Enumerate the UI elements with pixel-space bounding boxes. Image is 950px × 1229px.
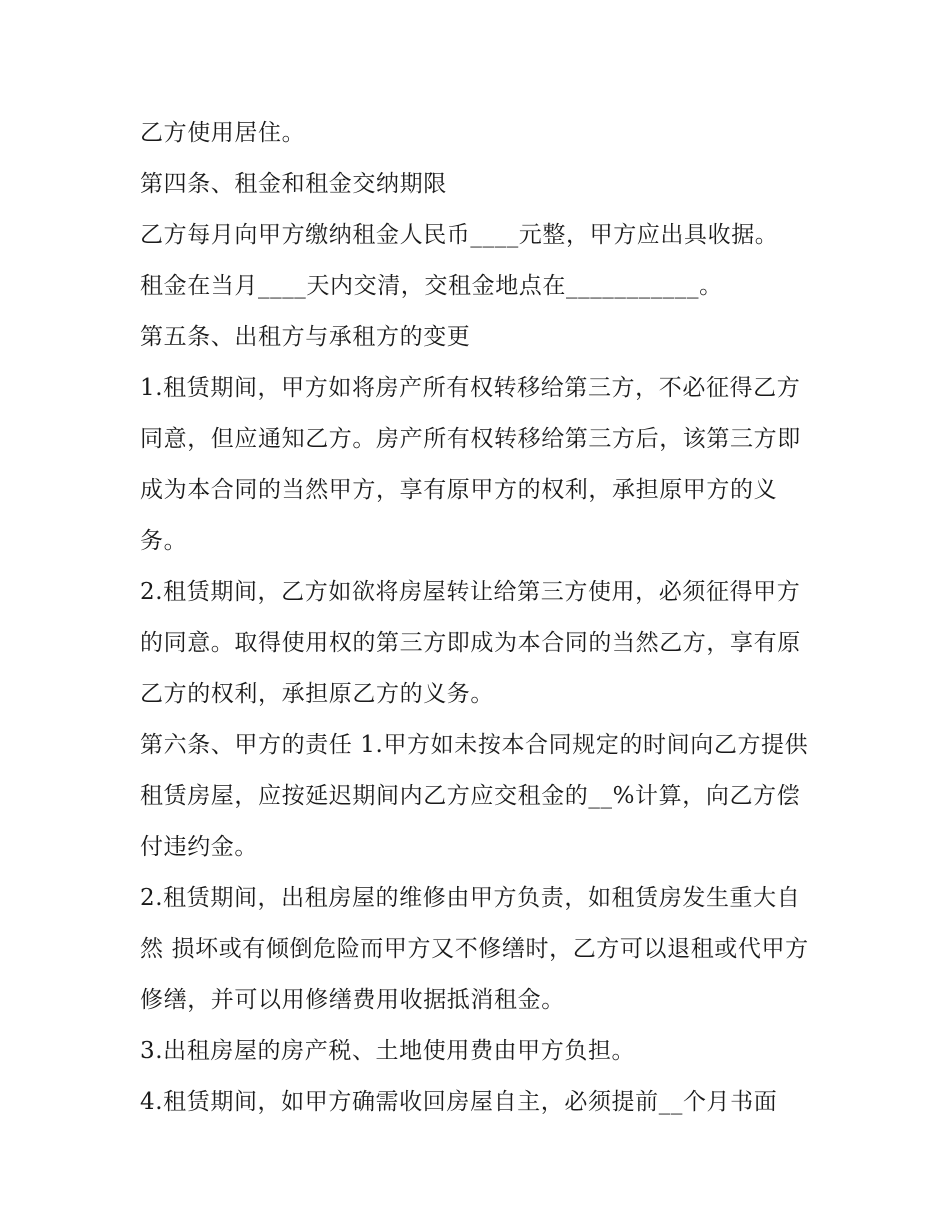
paragraph-article-6-item-3: 3.出租房屋的房产税、土地使用费由甲方负担。	[140, 1038, 636, 1064]
paragraph-residence: 乙方使用居住。	[140, 120, 306, 146]
paragraph-article-6-item-2: 2.租赁期间，出租房屋的维修由甲方负责，如租赁房发生重大自然 损坏或有倾倒危险而甲方又不修缮时，乙方可以退租或代甲方修缮，并可以用修缮费用收据抵消租金。	[140, 885, 809, 1013]
heading-article-4: 第四条、租金和租金交纳期限	[140, 171, 447, 197]
paragraph-article-5-item-1: 1.租赁期间，甲方如将房产所有权转移给第三方，不必征得乙方同意，但应通知乙方。房产所有权转移给第三方后，该第三方即成为本合同的当然甲方，享有原甲方的权利，承担原甲方的义务。	[140, 375, 801, 554]
document-body	[140, 108, 820, 1128]
paragraph-article-6-item-1: 第六条、甲方的责任 1.甲方如未按本合同规定的时间向乙方提供租赁房屋，应按延迟期间内乙方应交租金的__%计算，向乙方偿付违约金。	[140, 732, 809, 860]
paragraph-rent-due: 租金在当月____天内交清，交租金地点在___________。	[140, 273, 723, 299]
paragraph-monthly-rent: 乙方每月向甲方缴纳租金人民币____元整，甲方应出具收据。	[140, 222, 779, 248]
heading-article-5: 第五条、出租方与承租方的变更	[140, 324, 471, 350]
paragraph-article-6-item-4: 4.租赁期间，如甲方确需收回房屋自主，必须提前__个月书面	[140, 1089, 778, 1115]
paragraph-article-5-item-2: 2.租赁期间，乙方如欲将房屋转让给第三方使用，必须征得甲方的同意。取得使用权的第三方即成为本合同的当然乙方，享有原乙方的权利，承担原乙方的义务。	[140, 579, 801, 707]
